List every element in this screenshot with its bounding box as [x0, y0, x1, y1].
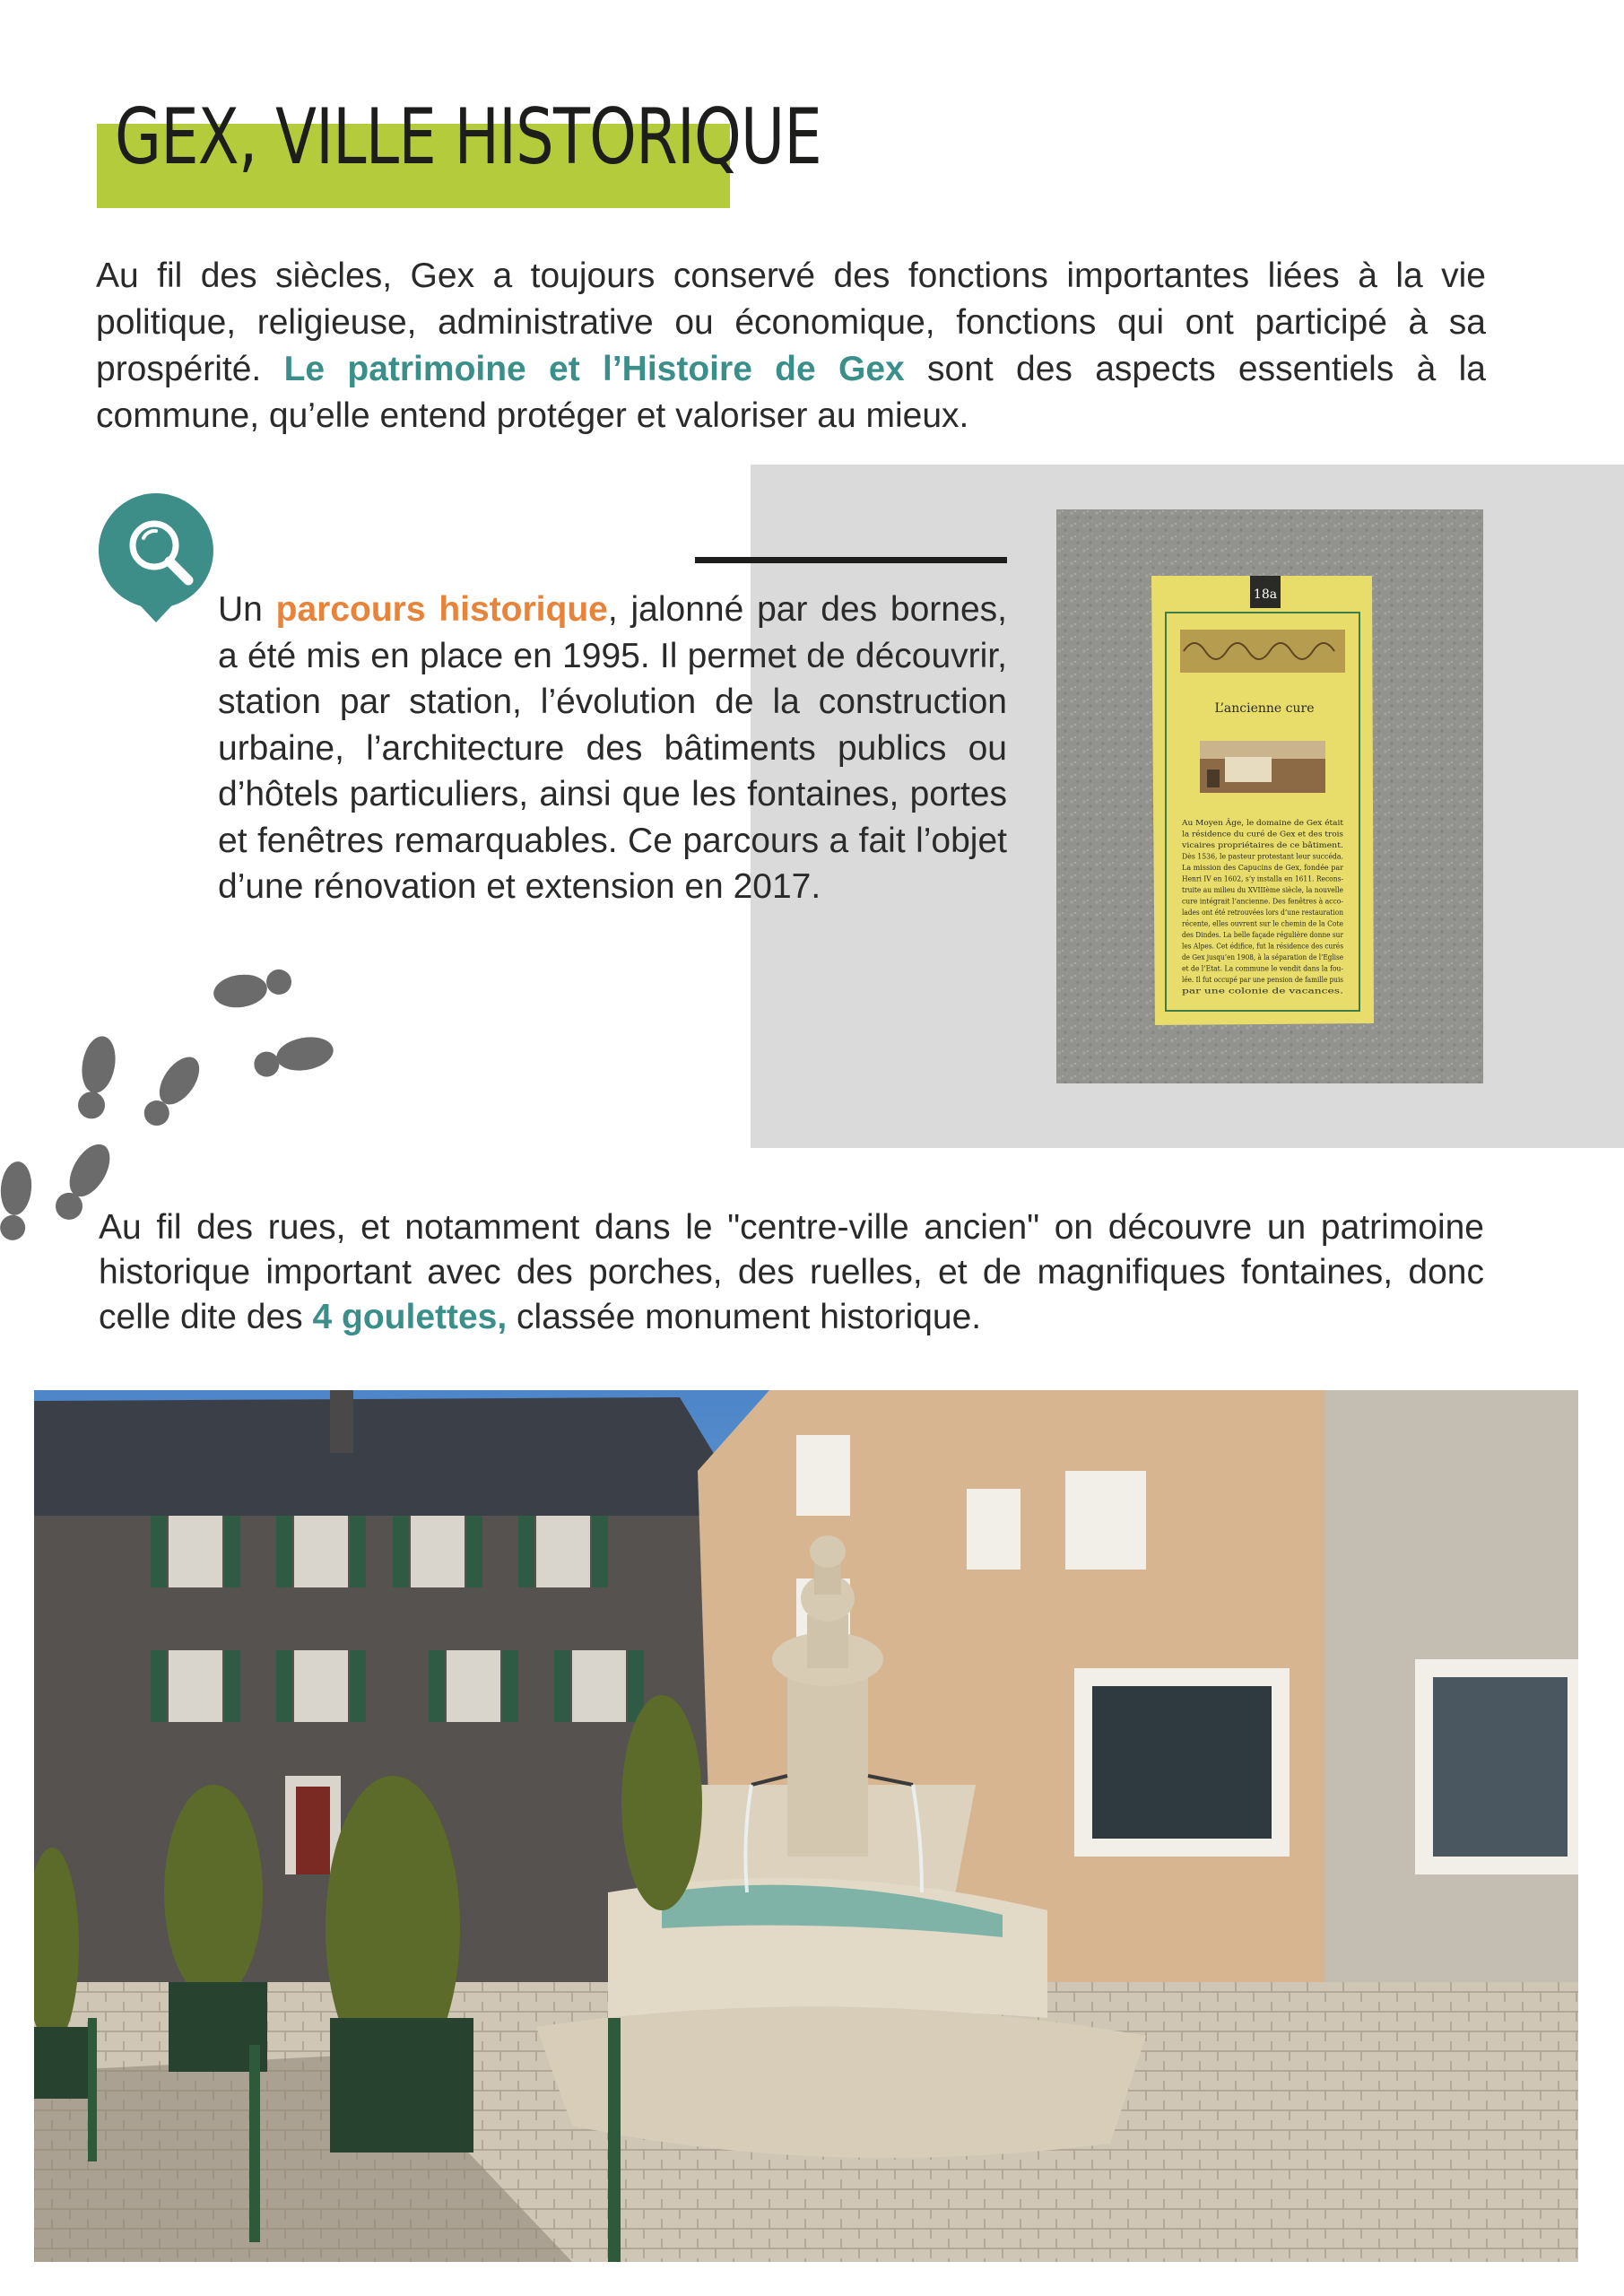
rues-highlight: 4 goulettes,: [312, 1298, 508, 1336]
sign-body-line: récente, elles ouvrent sur le chemin de la Cote: [1182, 918, 1344, 928]
parcours-text-1: Un: [218, 590, 276, 629]
sign-body-line: lades ont été retrouvées lors d’une restauration: [1182, 908, 1344, 917]
rues-text-2: classée monument historique.: [507, 1298, 982, 1336]
sign-body-line: Au Moyen Âge, le domaine de Gex était: [1180, 818, 1344, 827]
sign-body-line: la résidence du curé de Gex et des trois: [1182, 829, 1343, 839]
rues-paragraph: [99, 1205, 1484, 1340]
sign-photo: [1056, 509, 1483, 1083]
intro-text-2: sont des aspects essentiels à la commune, qu’elle entend protéger et valoriser au mieux.: [96, 350, 1486, 435]
sign-body-line: truite au milieu du XVIIIème siècle, la nouvelle: [1182, 885, 1344, 894]
fountain-photo: [34, 1390, 1578, 2262]
sign-body-line: des Dindes. La belle façade régulière donne sur: [1182, 930, 1344, 939]
intro-highlight: Le patrimoine et l’Histoire de Gex: [283, 350, 905, 388]
sign-number: 18a: [1253, 587, 1278, 602]
sign-body-line: La mission des Capucins de Gex, fondée par: [1182, 863, 1344, 872]
sign-body-line: lée. Il fut occupé par une pension de famille puis: [1182, 975, 1343, 984]
parcours-text-2: , jalonné par des bornes, a été mis en place en 1995. Il permet de découvrir, station par station, l’évolution de la construction urbaine, l’architecture des bâtiments publics ou d’hôtels particuliers, ainsi que les fontaines, portes et fenêtres remarquables. Ce parcours a fait l’objet d’une rénovation et extension en 2017.: [218, 590, 1007, 906]
sign-body-line: et de l’Etat. La commune le vendit dans la fou-: [1182, 963, 1344, 973]
sign-body-line: les Alpes. Cet édifice, fut la résidence des curés: [1182, 941, 1343, 951]
parcours-highlight: parcours historique: [275, 590, 608, 629]
rues-text-1: Au fil des rues, et notamment dans le "centre-ville ancien" on découvre un patrimoine historique important avec des porches, des ruelles, et de magnifiques fontaines, donc celle dite des: [99, 1208, 1484, 1336]
sign-body-line: Henri IV en 1602, s’y installa en 1611. Recons-: [1182, 874, 1344, 883]
divider-rule: [695, 557, 1007, 563]
sign-title: L’ancienne cure: [1214, 701, 1315, 716]
magnifier-icon: [93, 488, 219, 624]
sign-body-line: Dès 1536, le pasteur protestant leur succéda.: [1182, 851, 1343, 861]
sign-body-line: cure intégrait l’ancienne. Des fenêtres à acco-: [1182, 896, 1344, 906]
sign-body-line: vicaires propriétaires de ce bâtiment.: [1180, 840, 1343, 849]
page-title: GEX, VILLE HISTORIQUE: [115, 92, 821, 182]
parcours-paragraph: [218, 587, 1007, 910]
intro-paragraph: [96, 253, 1486, 439]
sign-body-line: de Gex jusqu’en 1908, à la séparation de l’Eglise: [1182, 952, 1344, 961]
intro-text-1: Au fil des siècles, Gex a toujours conservé des fonctions importantes liées à la vie politique, religieuse, administrative ou économique, fonctions qui ont participé à sa prospérité.: [96, 257, 1486, 388]
sign-body-line: par une colonie de vacances.: [1182, 986, 1343, 996]
